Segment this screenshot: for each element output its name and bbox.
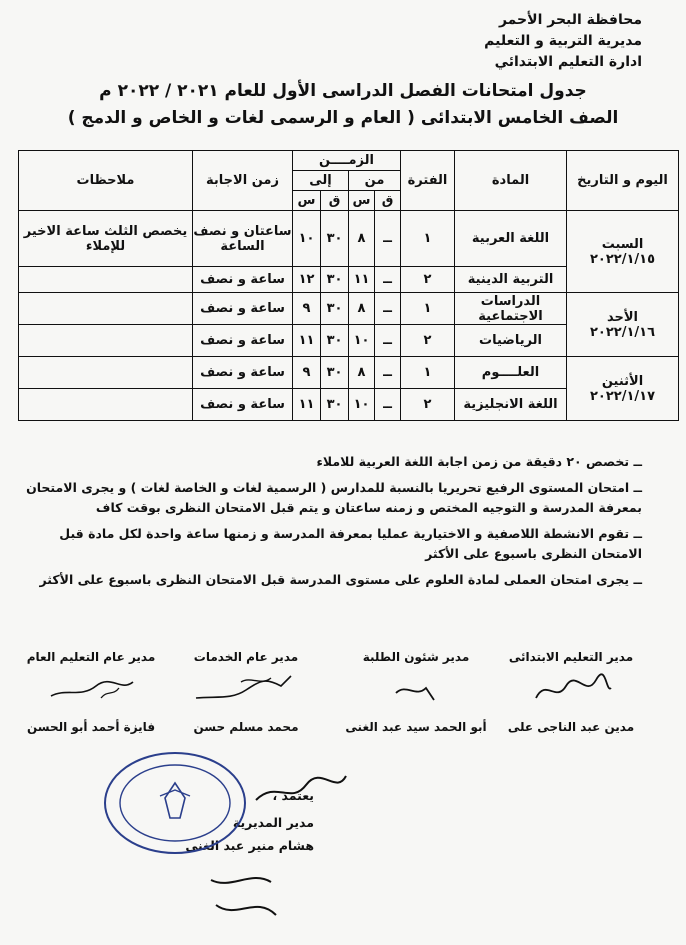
governorate-line: محافظة البحر الأحمر [498, 12, 642, 28]
period-cell: ١ [401, 211, 455, 267]
approval-title: مدير المديرية [232, 815, 314, 830]
letterhead [484, 10, 642, 73]
signatures-row [22, 650, 646, 740]
duration-cell: ساعة و نصف [193, 293, 293, 325]
title-line-2: الصف الخامس الابتدائى ( العام و الرسمى لغات و الخاص و الدمج ) [67, 108, 619, 128]
duration-cell: ساعة و نصف [193, 267, 293, 293]
exam-schedule-table [18, 150, 679, 421]
period-cell: ٢ [401, 267, 455, 293]
official-seal-icon [100, 748, 250, 858]
notes-cell [19, 389, 193, 421]
signature-block [496, 650, 646, 734]
signer-name: أبو الحمد سيد عبد الغنى [345, 720, 487, 734]
subject-cell: اللغة العربية [455, 211, 567, 267]
note-item: ــ يجرى امتحان العملى لمادة العلوم على مستوى المدرسة قبل الامتحان النظرى باسبوع على الأكثر [39, 572, 642, 587]
approval-name: هشام منير عبد الغنى [185, 838, 314, 853]
header-from-minutes: ق [375, 191, 401, 211]
handwritten-signature [41, 668, 141, 708]
period-cell: ٢ [401, 325, 455, 357]
to-hours-cell: ١١ [293, 325, 321, 357]
from-hours-cell: ٨ [349, 211, 375, 267]
signature-block [171, 650, 321, 734]
note-item: ــ امتحان المستوى الرفيع تحريريا بالنسبة للمدارس ( الرسمية لغات و الخاصة لغات ) و يجرى الامتحان بمعرفة المدرسة و التوجيه المختص و زمنه ساعتان و يتم قبل الامتحان النظرى بوقت كاف [26, 480, 642, 515]
from-minutes-cell: ــ [375, 325, 401, 357]
title-line-1: جدول امتحانات الفصل الدراسى الأول للعام ٢٠٢١ / ٢٠٢٢ م [99, 81, 587, 101]
to-minutes-cell: ٣٠ [321, 267, 349, 293]
day-cell [567, 211, 679, 293]
subject-cell: التربية الدينية [455, 267, 567, 293]
from-minutes-cell: ــ [375, 211, 401, 267]
signer-title: مدير عام التعليم العام [26, 650, 156, 664]
duration-cell: ساعة و نصف [193, 325, 293, 357]
from-minutes-cell: ــ [375, 267, 401, 293]
duration-cell: ساعة و نصف [193, 357, 293, 389]
day-name: الأثنين [601, 373, 644, 389]
header-day-date: اليوم و التاريخ [567, 151, 679, 211]
notes-cell [19, 357, 193, 389]
signer-name: محمد مسلم حسن [193, 720, 299, 734]
header-subject: المادة [455, 151, 567, 211]
from-hours-cell: ٨ [349, 357, 375, 389]
header-time: الزمــــن [293, 151, 401, 171]
administration-line: ادارة التعليم الابتدائي [494, 54, 642, 70]
handwritten-signature [196, 860, 286, 930]
handwritten-signature [386, 668, 446, 708]
handwritten-signature [191, 668, 301, 708]
handwritten-signature [526, 668, 616, 708]
day-name: الأحد [607, 309, 639, 325]
subject-cell: العلــــوم [455, 357, 567, 389]
header-from: من [349, 171, 401, 191]
day-name: السبت [601, 236, 644, 252]
table-row [19, 211, 679, 267]
directorate-line: مديرية التربية و التعليم [484, 33, 642, 49]
signature-block [341, 650, 491, 734]
exam-date: ٢٠٢٢/١/١٧ [589, 388, 656, 404]
notes-cell [19, 267, 193, 293]
from-minutes-cell: ــ [375, 293, 401, 325]
signer-title: مدير عام الخدمات [193, 650, 299, 664]
note-item: ــ تقوم الانشطة اللاصفية و الاختيارية عمليا بمعرفة المدرسة و زمنها ساعة واحدة لكل مادة قبل الامتحان النظرى باسبوع على الأكثر [59, 526, 642, 561]
note-item: ــ تخصص ٢٠ دقيقة من زمن اجابة اللغة العربية للاملاء [316, 454, 642, 469]
to-minutes-cell: ٣٠ [321, 211, 349, 267]
notes-cell [19, 325, 193, 357]
header-period: الفترة [401, 151, 455, 211]
approval-label: يعتمد ، [272, 788, 314, 803]
notes-section [20, 452, 642, 596]
header-from-hours: س [349, 191, 375, 211]
to-minutes-cell: ٣٠ [321, 357, 349, 389]
exam-date: ٢٠٢٢/١/١٦ [589, 324, 656, 340]
document-title [0, 78, 686, 132]
notes-cell [19, 293, 193, 325]
header-to-hours: س [293, 191, 321, 211]
header-to-minutes: ق [321, 191, 349, 211]
subject-cell: الدراسات الاجتماعية [455, 293, 567, 325]
day-cell [567, 357, 679, 421]
signer-name: مدين عبد الناجى على [507, 720, 635, 734]
to-minutes-cell: ٣٠ [321, 389, 349, 421]
to-minutes-cell: ٣٠ [321, 293, 349, 325]
to-hours-cell: ١١ [293, 389, 321, 421]
to-hours-cell: ٩ [293, 357, 321, 389]
to-hours-cell: ١٢ [293, 267, 321, 293]
from-hours-cell: ١١ [349, 267, 375, 293]
from-hours-cell: ١٠ [349, 325, 375, 357]
table-row [19, 293, 679, 325]
subject-cell: اللغة الانجليزية [455, 389, 567, 421]
exam-date: ٢٠٢٢/١/١٥ [589, 251, 656, 267]
period-cell: ١ [401, 293, 455, 325]
notes-cell: يخصص الثلث ساعة الاخير للإملاء [19, 211, 193, 267]
period-cell: ١ [401, 357, 455, 389]
from-minutes-cell: ــ [375, 357, 401, 389]
signer-title: مدير شئون الطلبة [362, 650, 470, 664]
signer-name: فايزة أحمد أبو الحسن [26, 720, 156, 734]
header-notes: ملاحظات [19, 151, 193, 211]
handwritten-signature [246, 770, 356, 810]
period-cell: ٢ [401, 389, 455, 421]
from-hours-cell: ١٠ [349, 389, 375, 421]
signature-block [16, 650, 166, 734]
duration-cell: ساعتان و نصف الساعة [193, 211, 293, 267]
to-minutes-cell: ٣٠ [321, 325, 349, 357]
to-hours-cell: ١٠ [293, 211, 321, 267]
from-minutes-cell: ــ [375, 389, 401, 421]
table-row [19, 357, 679, 389]
day-cell [567, 293, 679, 357]
header-to: إلى [293, 171, 349, 191]
header-duration: زمن الاجابة [193, 151, 293, 211]
subject-cell: الرياضيات [455, 325, 567, 357]
from-hours-cell: ٨ [349, 293, 375, 325]
duration-cell: ساعة و نصف [193, 389, 293, 421]
to-hours-cell: ٩ [293, 293, 321, 325]
signer-title: مدير التعليم الابتدائى [508, 650, 634, 664]
